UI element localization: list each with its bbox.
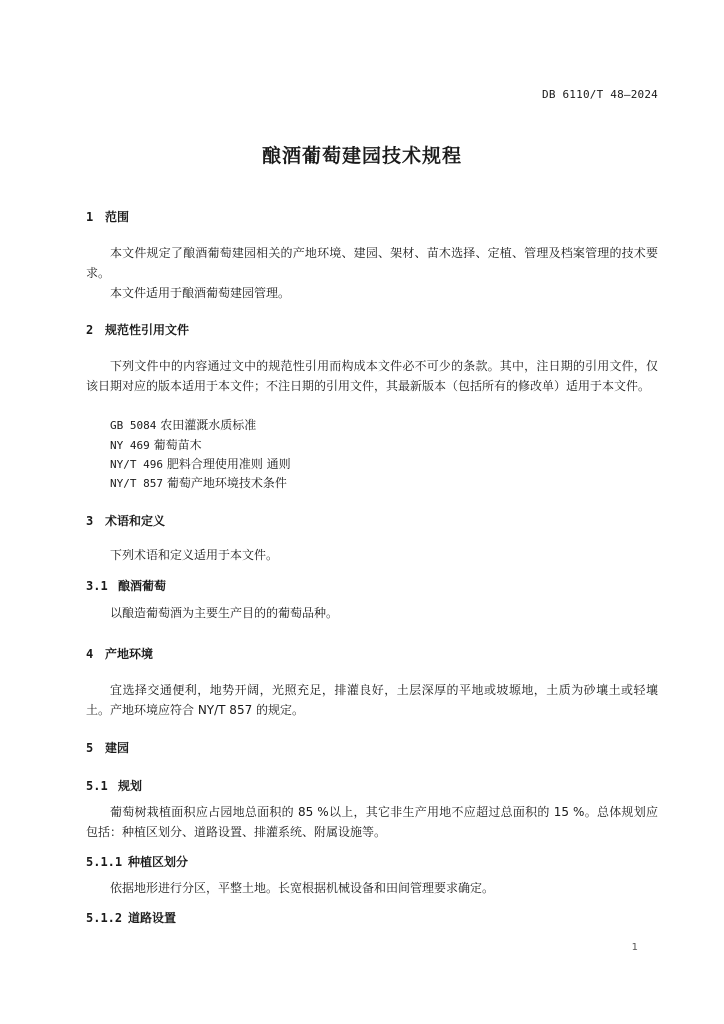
section-number: 4 (86, 647, 94, 661)
section-number: 1 (86, 210, 94, 224)
section-number: 5.1.1 (86, 855, 123, 869)
section-number: 3.1 (86, 579, 108, 593)
section-number: 2 (86, 323, 94, 337)
paragraph-terms-intro: 下列术语和定义适用于本文件。 (110, 548, 279, 562)
section-heading-5-1-1 (86, 853, 188, 870)
reference-name: 农田灌溉水质标准 (160, 418, 257, 432)
section-title: 术语和定义 (105, 514, 166, 528)
section-heading-3 (86, 512, 165, 529)
section-title: 建园 (105, 741, 130, 755)
reference-item (110, 416, 256, 433)
section-title: 酿酒葡萄 (118, 579, 167, 593)
reference-item (110, 436, 202, 453)
paragraph-zoning: 依据地形进行分区，平整土地。长宽根据机械设备和田间管理要求确定。 (110, 881, 495, 895)
section-title: 规范性引用文件 (105, 323, 190, 337)
section-title: 道路设置 (128, 911, 177, 925)
reference-name: 肥料合理使用准则 通则 (166, 457, 291, 471)
paragraph-scope-2: 本文件适用于酿酒葡萄建园管理。 (110, 286, 291, 300)
section-number: 5.1 (86, 779, 108, 793)
section-heading-2 (86, 321, 189, 338)
section-title: 规划 (118, 779, 143, 793)
section-heading-3-1 (86, 577, 166, 594)
section-heading-5-1-2 (86, 909, 176, 926)
section-number: 3 (86, 514, 94, 528)
section-number: 5 (86, 741, 94, 755)
section-heading-5-1 (86, 777, 142, 794)
standard-number: DB 6110/T 48—2024 (542, 88, 658, 101)
reference-code: NY/T 496 (110, 458, 163, 471)
reference-code: NY 469 (110, 439, 150, 452)
section-title: 范围 (105, 210, 130, 224)
paragraph-references-intro: 下列文件中的内容通过文中的规范性引用而构成本文件必不可少的条款。其中，注日期的引用文件，仅该日期对应的版本适用于本文件；不注日期的引用文件，其最新版本（包括所有的修改单）适用于本文件。 (86, 359, 658, 393)
reference-item (110, 455, 291, 472)
section-number: 5.1.2 (86, 911, 123, 925)
paragraph-environment: 宜选择交通便利，地势开阔，光照充足，排灌良好，土层深厚的平地或坡塬地，土质为砂壤土或轻壤土。产地环境应符合 NY/T 857 的规定。 (86, 683, 658, 717)
reference-name: 葡萄苗木 (153, 438, 202, 452)
section-heading-1 (86, 208, 129, 225)
reference-code: NY/T 857 (110, 477, 163, 490)
paragraph-term-definition: 以酿造葡萄酒为主要生产目的的葡萄品种。 (110, 606, 339, 620)
section-heading-5 (86, 739, 129, 756)
section-title: 种植区划分 (128, 855, 189, 869)
paragraph-planning: 葡萄树栽植面积应占园地总面积的 85 %以上，其它非生产用地不应超过总面积的 15 %。总体规划应包括：种植区划分、道路设置、排灌系统、附属设施等。 (86, 805, 658, 839)
section-title: 产地环境 (105, 647, 154, 661)
page-number: 1 (631, 942, 638, 953)
paragraph-scope-1: 本文件规定了酿酒葡萄建园相关的产地环境、建园、架材、苗木选择、定植、管理及档案管理的技术要求。 (86, 246, 658, 280)
reference-code: GB 5084 (110, 419, 157, 432)
reference-item (110, 474, 287, 491)
reference-name: 葡萄产地环境技术条件 (166, 476, 287, 490)
document-title: 酿酒葡萄建园技术规程 (261, 145, 462, 167)
section-heading-4 (86, 645, 153, 662)
